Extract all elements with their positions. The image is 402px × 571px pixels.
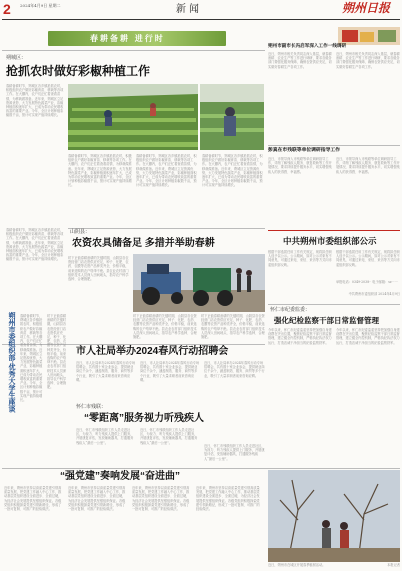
banner-title: 春耕备耕 进行时 xyxy=(90,33,165,43)
bottom-body-col1: 近年来，朔州市坚持以高质量党建引领高质量发展，把党建工作融入中心工作，推动基层党组织建设全面进步、全面过硬，为经济社会发展提供坚强组织保证。各级党组织积极探索党建引领新路径，形成了一批可复制、可推广的经验做法。 xyxy=(4,486,62,512)
newspaper-logo: 朔州日报 xyxy=(342,1,391,15)
hearing-kicker: 怀仁市残联： xyxy=(76,404,107,410)
pepper-body-col2: 春耕备耕时节，朔城区各乡镇抢抓农时，积极组织农户做好彩椒育苗、移栽等各项工作。在大棚内，农户们正忙着查看苗情，为移栽做准备。近年来，朔城区立足资源优势，大力发展特色蔬菜产业，彩椒种植面积逐年扩大，已成为带动农民增收致富的重要产业。今年，全区计划种植彩椒数千亩，预计可实现产值持续增长。 xyxy=(68,154,132,188)
bottom-body-col4: 近年来，朔州市坚持以高质量党建引领高质量发展，把党建工作融入中心工作，推动基层党组织建设全面进步、全面过硬，为经济社会发展提供坚强组织保证。各级党组织积极探索党建引领新路径，形成了一批可复制、可推广的经验做法。 xyxy=(196,486,260,512)
vertical-body-col1: 春耕备耕时节，朔城区各乡镇抢抓农时，积极组织农户做好彩椒育苗、移栽等各项工作。在大棚内，农户们正忙着查看苗情，为移栽做准备。近年来，朔城区立足资源优势，大力发展特色蔬菜产业，彩椒种植面积逐年扩大，已成为带动农民增收致富的重要产业。今年，全区计划种植彩椒数千亩，预计可实现产值持续增长。 xyxy=(20,314,43,403)
notice-body-col1: 根据干部选拔任用工作有关规定，现将拟任职人选予以公示。公示期间，如对公示对象有不同意见，可通过来电、来信、来访等方式向市委组织部反映。 xyxy=(268,250,332,267)
photo-credit: 本报记者 xyxy=(387,563,400,567)
tree-planting-photo xyxy=(268,470,400,562)
header-rule xyxy=(2,19,400,20)
page-number: 2 xyxy=(3,1,11,17)
notice-headline: 中共朔州市委组织部公示 xyxy=(283,236,377,246)
discipline-headline: 强化纪检监察干部日常监督管理 xyxy=(274,316,379,325)
recruit-headline: 市人社局举办2024春风行动招聘会 xyxy=(76,346,229,357)
recruit-body-col3: 近日，市人社局举办2024年春风行动专场招聘会，共有数十家企业参会，提供就业岗位千余个，涵盖制造、服务、商贸等多个行业，吸引了大量求职者前来咨询应聘。 xyxy=(204,361,265,378)
ethnic-body-col2: 近日，市领导深入市残联等单位调研指导工作，详细了解残疾人服务、康复救助等工作开展情况，要求持续提升服务水平，切实增强残疾人的获得感、幸福感。 xyxy=(336,157,400,174)
notice-divider xyxy=(268,230,400,231)
ethnic-divider xyxy=(268,145,400,146)
notice-footer: 中共朔州市委组织部 2024年4月9日 xyxy=(348,292,400,296)
tractor-photo xyxy=(133,254,265,312)
vertical-body-col2: 时下正值春耕备耕的关键时期，山阴县各农资经营门店农资供应充足，种子、化肥、农药、农膜等农资产品种类齐全，价格平稳，前来选购的农户络绎不绝。县农业农村部门组织技术人员深入田间地头，指导农户科学选种、合理施肥。 xyxy=(47,314,67,390)
seeds-divider xyxy=(68,228,265,229)
seeds-body-col1: 时下正值春耕备耕的关键时期，山阴县各农资经营门店农资供应充足，种子、化肥、农药、农膜等农资产品种类齐全，价格平稳，前来选购的农户络绎不绝。县农业农村部门组织技术人员深入田间地头，指导农户科学选种、合理施肥。 xyxy=(68,256,129,282)
bottom-body-col3: 近年来，朔州市坚持以高质量党建引领高质量发展，把党建工作融入中心工作，推动基层党组织建设全面进步、全面过硬，为经济社会发展提供坚强组织保证。各级党组织积极探索党建引领新路径，形成了一批可复制、可推广的经验做法。 xyxy=(132,486,190,512)
pepper-headline: 抢抓农时做好彩椒种植工作 xyxy=(6,64,151,78)
discipline-body-col1: 今年以来，怀仁市纪委监委坚持把加强自身建设摆在突出位置，聚焦纪检监察干部日常监督管理，建立健全内控机制，严格执纪执法权力运行，打造忠诚干净担当的纪检监察铁军。 xyxy=(268,328,332,345)
pepper-body-col1: 春耕备耕时节，朔城区各乡镇抢抓农时，积极组织农户做好彩椒育苗、移栽等各项工作。在大棚内，农户们正忙着查看苗情，为移栽做准备。近年来，朔城区立足资源优势，大力发展特色蔬菜产业，彩椒种植面积逐年扩大，已成为带动农民增收致富的重要产业。今年，全区计划种植彩椒数千亩，预计可实现产值持续增长。 xyxy=(6,84,64,118)
greenhouse-photo xyxy=(68,84,198,150)
hearing-body-col2: 近日，怀仁市残联组织工作人员走进社区，为视力、听力残疾人提供上门服务，开展康复评估，发放辅助器具，打通服务残疾人“最后一公里”。 xyxy=(140,428,198,445)
notice-body-col2: 根据干部选拔任用工作有关规定，现将拟任职人选予以公示。公示期间，如对公示对象有不同意见，可通过来电、来信、来访等方式向市委组织部反映。 xyxy=(336,250,400,267)
seeds-headline: 农资农具储备足 多措并举助春耕 xyxy=(72,238,215,249)
tree-caption: 近日，朔州市在城区开展春季植树活动。 xyxy=(268,563,326,567)
hearing-body-col3: 近日，怀仁市残联组织工作人员走进社区，为视力、听力残疾人提供上门服务，开展康复评估，发放辅助器具，打通服务残疾人“最后一公里”。 xyxy=(204,444,265,461)
pension-body-col2: 近日，朔州市相关负责同志深入基层，就春耕备耕、农业生产等工作进行调研，要求各级各部门要强化服务保障，确保农资供应充足，切实做好春耕生产各项工作。 xyxy=(336,52,400,69)
seeds-body-col2: 时下正值春耕备耕的关键时期，山阴县各农资经营门店农资供应充足，种子、化肥、农药、农膜等农资产品种类齐全，价格平稳，前来选购的农户络绎不绝。县农业农村部门组织技术人员深入田间地头，指导农户科学选种、合理施肥。 xyxy=(133,314,197,340)
banner-divider xyxy=(2,50,265,51)
pepper-body-col3: 春耕备耕时节，朔城区各乡镇抢抓农时，积极组织农户做好彩椒育苗、移栽等各项工作。在大棚内，农户们正忙着查看苗情，为移栽做准备。近年来，朔城区立足资源优势，大力发展特色蔬菜产业，彩椒种植面积逐年扩大，已成为带动农民增收致富的重要产业。今年，全区计划种植彩椒数千亩，预计可实现产值持续增长。 xyxy=(136,154,197,188)
seeds-body-col3: 时下正值春耕备耕的关键时期，山阴县各农资经营门店农资供应充足，种子、化肥、农药、农膜等农资产品种类齐全，价格平稳，前来选购的农户络绎不绝。县农业农村部门组织技术人员深入田间地头，指导农户科学选种、合理施肥。 xyxy=(201,314,265,340)
discipline-kicker: 怀仁市纪委监委： xyxy=(270,307,311,313)
bottom-headline: “强党建”奏响发展“奋进曲” xyxy=(60,471,180,482)
pension-headline: 朔州市副市长冯启军深入工作一线调研 xyxy=(268,43,347,48)
hearing-body-col1: 近日，怀仁市残联组织工作人员走进社区，为视力、听力残疾人提供上门服务，开展康复评估，发放辅助器具，打通服务残疾人“最后一公里”。 xyxy=(76,428,134,445)
discipline-body-col2: 今年以来，怀仁市纪委监委坚持把加强自身建设摆在突出位置，聚焦纪检监察干部日常监督管理，建立健全内控机制，严格执纪执法权力运行，打造忠诚干净担当的纪检监察铁军。 xyxy=(336,328,400,345)
notice-contact: 举报电话：0349-2038·· 电子邮箱：sz······ xyxy=(336,280,398,284)
bottom-body-col2: 近年来，朔州市坚持以高质量党建引领高质量发展，把党建工作融入中心工作，推动基层党组织建设全面进步、全面过硬，为经济社会发展提供坚强组织保证。各级党组织积极探索党建引领新路径，形成了一批可复制、可推广的经验做法。 xyxy=(68,486,126,512)
recruit-body-col2: 近日，市人社局举办2024年春风行动专场招聘会，共有数十家企业参会，提供就业岗位千余个，涵盖制造、服务、商贸等多个行业，吸引了大量求职者前来咨询应聘。 xyxy=(140,361,200,382)
discipline-divider xyxy=(268,304,400,305)
right-header-photo xyxy=(338,27,400,45)
section-title: 新闻 xyxy=(176,4,202,15)
seeds-kicker: 山阴县： xyxy=(70,229,91,235)
farmer-photo xyxy=(200,84,264,150)
issue-date: 2024年4月9日 星期二 xyxy=(20,3,61,8)
bottom-divider xyxy=(2,468,400,469)
pepper-kicker: 朔城区： xyxy=(6,55,27,61)
hearing-headline: “零距离”服务视力听残疾人 xyxy=(84,413,204,424)
pepper-body-col4: 春耕备耕时节，朔城区各乡镇抢抓农时，积极组织农户做好彩椒育苗、移栽等各项工作。在大棚内，农户们正忙着查看苗情，为移栽做准备。近年来，朔城区立足资源优势，大力发展特色蔬菜产业，彩椒种植面积逐年扩大，已成为带动农民增收致富的重要产业。今年，全区计划种植彩椒数千亩，预计可实现产值持续增长。 xyxy=(202,154,263,188)
vertical-title: 朔州市委组织部·优秀大学生座谈 xyxy=(8,312,15,413)
ethnic-body-col1: 近日，市领导深入市残联等单位调研指导工作，详细了解残疾人服务、康复救助等工作开展情况，要求持续提升服务水平，切实增强残疾人的获得感、幸福感。 xyxy=(268,157,332,174)
pepper-body-col1b: 春耕备耕时节，朔城区各乡镇抢抓农时，积极组织农户做好彩椒育苗、移栽等各项工作。在大棚内，农户们正忙着查看苗情，为移栽做准备。近年来，朔城区立足资源优势，大力发展特色蔬菜产业，彩椒种植面积逐年扩大，已成为带动农民增收致富的重要产业。今年，全区计划种植彩椒数千亩，预计可实现产值持续增长。 xyxy=(6,228,64,262)
ethnic-headline: 彭真在市残联等单位调研指导工作 xyxy=(268,148,340,153)
recruit-body-col1: 近日，市人社局举办2024年春风行动专场招聘会，共有数十家企业参会，提供就业岗位千余个，涵盖制造、服务、商贸等多个行业，吸引了大量求职者前来咨询应聘。 xyxy=(76,361,136,382)
pension-body-col1: 近日，朔州市相关负责同志深入基层，就春耕备耕、农业生产等工作进行调研，要求各级各部门要强化服务保障，确保农资供应充足，切实做好春耕生产各项工作。 xyxy=(268,52,332,69)
